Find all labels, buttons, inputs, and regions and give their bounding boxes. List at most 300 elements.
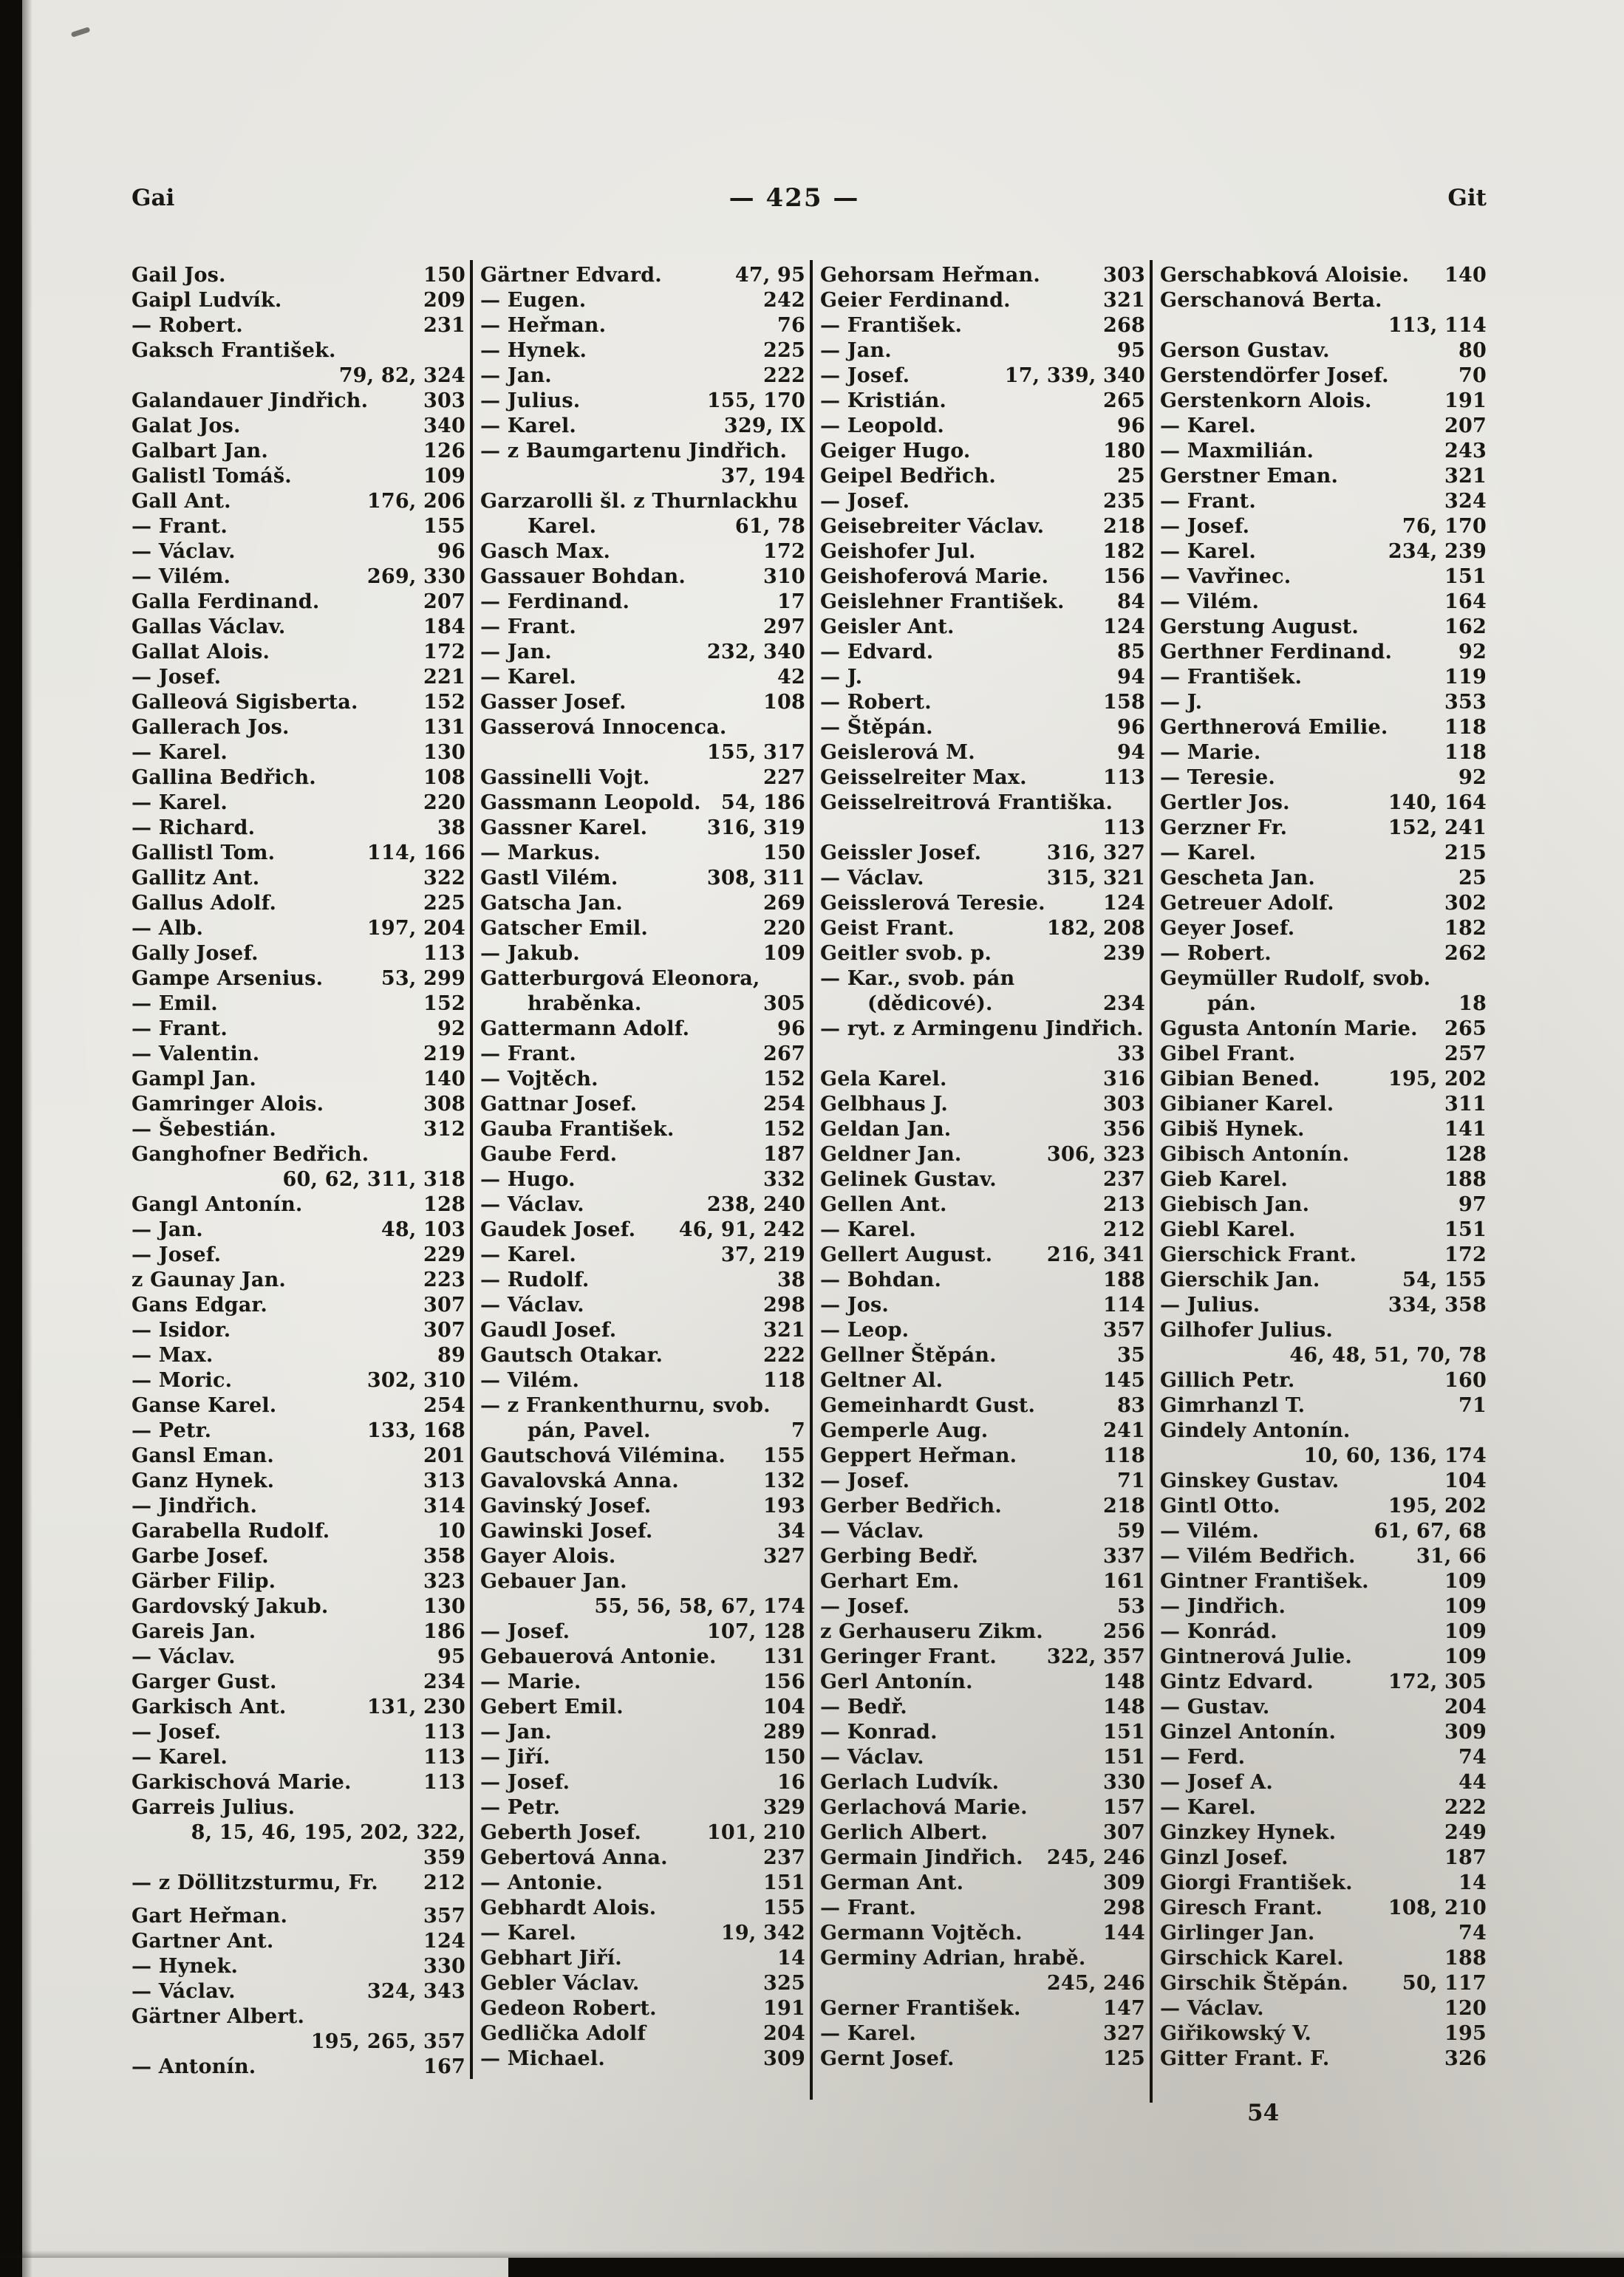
index-entry [480, 1268, 805, 1293]
index-entry [132, 1745, 465, 1770]
index-entry [480, 288, 805, 313]
entry-name: Gerstner Eman. [1160, 465, 1339, 488]
entry-name: Ginzel Antonín. [1160, 1721, 1337, 1744]
entry-pages: 113, 114 [1388, 314, 1487, 337]
index-entry [480, 1393, 805, 1444]
entry-pages: 158 [1103, 691, 1145, 714]
entry-name: Gavalovská Anna. [480, 1469, 679, 1492]
entry-name: Gaipl Ludvík. [132, 289, 282, 312]
entry-name: Gescheta Jan. [1160, 867, 1315, 890]
index-entry [1160, 1619, 1487, 1645]
index-entry [820, 1318, 1145, 1343]
index-entry [820, 590, 1145, 615]
entry-pages: 215 [1444, 842, 1487, 864]
index-entry [820, 1695, 1145, 1720]
entry-name: Gellen Ant. [820, 1193, 947, 1216]
entry-pages: 358 [423, 1545, 465, 1568]
entry-name: Gelbhaus J. [820, 1093, 949, 1116]
entry-pages: 48, 103 [381, 1218, 465, 1241]
entry-pages: 161 [1103, 1570, 1145, 1593]
index-entry [132, 1243, 465, 1268]
entry-name: Geitler svob. p. [820, 942, 992, 965]
entry-name: — Robert. [132, 314, 243, 337]
entry-pages: 113 [423, 1771, 465, 1794]
index-entry [132, 1092, 465, 1117]
entry-name: — Frant. [132, 1017, 228, 1040]
index-entry [820, 1594, 1145, 1619]
entry-name: Gatscha Jan. [480, 892, 623, 915]
index-entry [132, 1544, 465, 1569]
entry-pages: 148 [1103, 1696, 1145, 1718]
entry-pages: 321 [1103, 289, 1145, 312]
entry-pages: 204 [763, 2022, 805, 2045]
entry-name: — Leopold. [820, 414, 944, 437]
entry-pages: 330 [423, 1955, 465, 1978]
index-entry [1160, 1218, 1487, 1243]
entry-name: — Vilém. [1160, 590, 1260, 613]
index-entry [132, 1929, 465, 1954]
entry-pages: 187 [763, 1143, 805, 1166]
index-entry [1160, 1419, 1487, 1467]
entry-name: — Karel. [820, 1218, 917, 1241]
entry-name: Gitter Frant. F. [1160, 2047, 1330, 2070]
entry-pages: 195, 265, 357 [310, 2030, 465, 2053]
index-entry [480, 640, 805, 665]
index-entry [1160, 439, 1487, 464]
entry-pages: 140 [1444, 264, 1487, 287]
entry-pages: 307 [423, 1294, 465, 1317]
entry-name: — Karel. [1160, 842, 1257, 864]
entry-name: — Jan. [132, 1218, 203, 1241]
entry-pages: 59 [1117, 1520, 1145, 1543]
entry-name: Gaudek Josef. [480, 1218, 636, 1241]
index-entry [1160, 866, 1487, 891]
entry-pages: 140 [423, 1068, 465, 1090]
entry-name: Gallitz Ant. [132, 867, 260, 890]
entry-pages: 50, 117 [1402, 1972, 1487, 1995]
index-entry [480, 816, 805, 841]
index-entry [132, 1720, 465, 1745]
entry-pages: 95 [1117, 339, 1145, 362]
index-entry [480, 1092, 805, 1117]
entry-name: Gimrhanzl T. [1160, 1394, 1306, 1417]
entry-name: — Heřman. [480, 314, 607, 337]
entry-name: — Richard. [132, 816, 256, 839]
entry-pages: 193 [763, 1495, 805, 1518]
index-entry [820, 1896, 1145, 1921]
entry-pages: 329 [763, 1796, 805, 1819]
entry-pages: 10 [437, 1520, 465, 1543]
entry-pages: 326 [1444, 2047, 1487, 2070]
entry-name: — Jiří. [480, 1746, 550, 1769]
index-entry [820, 841, 1145, 866]
entry-pages: 249 [1444, 1821, 1487, 1844]
entry-pages: 306, 323 [1046, 1143, 1145, 1166]
entry-name: — Frant. [480, 1042, 576, 1065]
entry-name: Geisselreitrová Františka. [820, 791, 1113, 814]
index-entry [820, 715, 1145, 740]
entry-name: — Hugo. [480, 1168, 576, 1191]
index-entry [132, 313, 465, 338]
entry-name: Gauba František. [480, 1118, 675, 1141]
index-entry [820, 1142, 1145, 1167]
entry-name: Gerlach Ludvík. [820, 1771, 1000, 1794]
entry-name: Gallistl Tom. [132, 842, 276, 864]
entry-pages: 18 [1458, 992, 1487, 1015]
entry-name: — Karel. [480, 1243, 577, 1266]
entry-name: Getreuer Adolf. [1160, 892, 1334, 915]
index-entry [132, 1067, 465, 1092]
entry-pages: 155 [763, 1444, 805, 1467]
entry-pages: 309 [763, 2047, 805, 2070]
entry-pages: 289 [763, 1721, 805, 1744]
index-entry [1160, 765, 1487, 791]
entry-name: Geislerová M. [820, 741, 975, 764]
index-entry [132, 1645, 465, 1670]
entry-pages: 234 [423, 1670, 465, 1693]
entry-pages: 227 [763, 766, 805, 789]
index-entry [132, 590, 465, 615]
index-entry [132, 1770, 465, 1795]
index-entry [820, 1368, 1145, 1393]
entry-pages: 109 [1444, 1595, 1487, 1618]
entry-name: Gampl Jan. [132, 1068, 256, 1090]
entry-pages: 201 [423, 1444, 465, 1467]
entry-pages: 220 [423, 791, 465, 814]
entry-pages: 330 [1103, 1771, 1145, 1794]
index-entry [480, 690, 805, 715]
index-entry [480, 1067, 805, 1092]
entry-pages: 108, 210 [1388, 1897, 1487, 1919]
entry-name: Gibiš Hynek. [1160, 1118, 1305, 1141]
entry-pages: 150 [423, 264, 465, 287]
entry-name: — Václav. [132, 1980, 236, 2003]
entry-pages: 84 [1117, 590, 1145, 613]
entry-name: Ganghofner Bedřich. [132, 1143, 369, 1166]
index-entry [820, 1544, 1145, 1569]
entry-pages: 234 [1103, 992, 1145, 1015]
entry-pages: 225 [423, 892, 465, 915]
index-entry [132, 414, 465, 439]
index-entry [1160, 1318, 1487, 1367]
scan-edge-bottom-shadow [0, 2250, 1624, 2258]
entry-pages: 167 [423, 2055, 465, 2078]
entry-name: — Václav. [820, 1520, 924, 1543]
index-entry [132, 2004, 465, 2053]
index-entry [480, 389, 805, 414]
entry-pages: 242 [763, 289, 805, 312]
index-entry [480, 1167, 805, 1192]
entry-name: — Maxmilián. [1160, 440, 1314, 462]
entry-pages: 61, 67, 68 [1374, 1520, 1487, 1543]
entry-name: Galla Ferdinand. [132, 590, 320, 613]
index-entry [1160, 590, 1487, 615]
index-entry [820, 1444, 1145, 1469]
entry-pages: 254 [763, 1093, 805, 1116]
entry-name: — Marie. [1160, 741, 1261, 764]
entry-pages: 212 [1103, 1218, 1145, 1241]
entry-name: Gallerach Jos. [132, 716, 290, 739]
entry-pages: 245, 246 [1046, 1846, 1145, 1869]
index-entry [132, 1594, 465, 1619]
index-entry [132, 439, 465, 464]
scan-smudge [71, 27, 91, 38]
entry-name: z Gaunay Jan. [132, 1269, 287, 1291]
entry-name: Gerstendörfer Josef. [1160, 364, 1389, 387]
entry-name: — Vilém. [132, 565, 231, 588]
entry-name: Geiger Hugo. [820, 440, 971, 462]
entry-pages: 305 [763, 992, 805, 1015]
entry-name: — z Frankenthurnu, svob. pán, Pavel. [480, 1394, 771, 1442]
index-entry [820, 1343, 1145, 1368]
entry-pages: 191 [1444, 389, 1487, 412]
entry-name: — Konrad. [820, 1721, 938, 1744]
index-entry [480, 1695, 805, 1720]
entry-pages: 231 [423, 314, 465, 337]
entry-name: — Petr. [480, 1796, 561, 1819]
entry-pages: 340 [423, 414, 465, 437]
entry-pages: 223 [423, 1269, 465, 1291]
entry-name: — Vilém. [1160, 1520, 1260, 1543]
entry-name: Geltner Al. [820, 1369, 944, 1392]
entry-name: — Šebestián. [132, 1118, 276, 1141]
entry-name: — Gustav. [1160, 1696, 1270, 1718]
index-entry [820, 1092, 1145, 1117]
index-entry [480, 1494, 805, 1519]
entry-pages: 265 [1103, 389, 1145, 412]
entry-name: Geldner Jan. [820, 1143, 962, 1166]
index-entry [820, 1192, 1145, 1218]
column-rule-2 [810, 260, 813, 2100]
entry-pages: 109 [1444, 1570, 1487, 1593]
entry-name: — Robert. [820, 691, 932, 714]
scan-edge-left [0, 0, 22, 2277]
entry-pages: 302 [1444, 892, 1487, 915]
index-entry [480, 765, 805, 791]
index-entry [820, 363, 1145, 389]
entry-name: Gasserová Innocenca. [480, 716, 727, 739]
entry-name: Gawinski Josef. [480, 1520, 653, 1543]
index-entry [1160, 1871, 1487, 1896]
entry-pages: 10, 60, 136, 174 [1303, 1444, 1487, 1467]
index-entry [480, 1544, 805, 1569]
entry-pages: 254 [423, 1394, 465, 1417]
entry-pages: 222 [1444, 1796, 1487, 1819]
entry-name: Giebisch Jan. [1160, 1193, 1310, 1216]
entry-pages: 324 [1444, 490, 1487, 513]
entry-pages: 131 [423, 716, 465, 739]
entry-name: Gail Jos. [132, 264, 226, 287]
entry-name: — Ferd. [1160, 1746, 1246, 1769]
entry-pages: 187 [1444, 1846, 1487, 1869]
entry-pages: 113 [1103, 816, 1145, 839]
entry-pages: 128 [423, 1193, 465, 1216]
index-entry [820, 765, 1145, 791]
entry-name: Gayer Alois. [480, 1545, 616, 1568]
entry-name: — Karel. [132, 791, 228, 814]
entry-name: Giebl Karel. [1160, 1218, 1296, 1241]
entry-pages: 204 [1444, 1696, 1487, 1718]
entry-pages: 232, 340 [706, 641, 805, 663]
index-entry [1160, 1971, 1487, 1996]
entry-name: — Frant. [820, 1897, 916, 1919]
entry-pages: 357 [423, 1905, 465, 1928]
entry-name: Gampe Arsenius. [132, 967, 324, 990]
entry-pages: 113 [1103, 766, 1145, 789]
index-entry [480, 313, 805, 338]
entry-pages: 74 [1458, 1922, 1487, 1945]
index-entry [132, 1695, 465, 1720]
index-entry [480, 615, 805, 640]
index-entry [820, 1067, 1145, 1092]
index-entry [132, 1569, 465, 1594]
entry-pages: 156 [763, 1670, 805, 1693]
index-entry [1160, 1293, 1487, 1318]
entry-pages: 120 [1444, 1997, 1487, 2020]
entry-name: Gautschová Vilémina. [480, 1444, 726, 1467]
entry-name: Garkischová Marie. [132, 1771, 352, 1794]
entry-name: — ryt. z Armingenu Jindřich. [820, 1017, 1144, 1040]
entry-pages: 46, 91, 242 [678, 1218, 805, 1241]
entry-name: — Michael. [480, 2047, 605, 2070]
entry-name: Giresch Frant. [1160, 1897, 1323, 1919]
entry-name: Gartner Ant. [132, 1930, 274, 1953]
entry-name: Ginskey Gustav. [1160, 1469, 1340, 1492]
entry-pages: 157 [1103, 1796, 1145, 1819]
index-entry [1160, 1192, 1487, 1218]
entry-pages: 213 [1103, 1193, 1145, 1216]
entry-name: Gasch Max. [480, 540, 611, 563]
index-entry [132, 1494, 465, 1519]
column-rule-3 [1150, 260, 1153, 2103]
index-entry [480, 1921, 805, 1946]
entry-pages: 54, 155 [1402, 1269, 1487, 1291]
index-entry [480, 1871, 805, 1896]
entry-name: Gintz Edvard. [1160, 1670, 1314, 1693]
entry-pages: 303 [1103, 1093, 1145, 1116]
entry-pages: 353 [1444, 691, 1487, 714]
index-entry [820, 1117, 1145, 1142]
index-entry [1160, 414, 1487, 439]
index-entry [132, 841, 465, 866]
entry-name: — Bedř. [820, 1696, 907, 1718]
entry-name: — Emil. [132, 992, 218, 1015]
entry-pages: 96 [1117, 414, 1145, 437]
entry-pages: 309 [1103, 1871, 1145, 1894]
index-entry [480, 665, 805, 690]
entry-name: Gibianer Karel. [1160, 1093, 1334, 1116]
index-entry [132, 765, 465, 791]
index-entry [820, 1393, 1145, 1419]
entry-pages: 70 [1458, 364, 1487, 387]
index-entry [480, 916, 805, 941]
index-entry [480, 489, 805, 539]
index-entry [132, 966, 465, 991]
index-entry [132, 916, 465, 941]
entry-pages: 14 [777, 1947, 805, 1970]
entry-name: — Marie. [480, 1670, 581, 1693]
index-entry [820, 1293, 1145, 1318]
index-entry [1160, 1519, 1487, 1544]
entry-pages: 172, 305 [1388, 1670, 1487, 1693]
entry-name: — Karel. [480, 414, 577, 437]
entry-pages: 124 [423, 1930, 465, 1953]
index-entry [1160, 1770, 1487, 1795]
entry-pages: 156 [1103, 565, 1145, 588]
entry-name: Gart Heřman. [132, 1905, 288, 1928]
index-entry [1160, 539, 1487, 564]
index-entry [132, 1192, 465, 1218]
entry-name: Gasser Josef. [480, 691, 627, 714]
entry-pages: 92 [1458, 766, 1487, 789]
entry-name: Gieb Karel. [1160, 1168, 1288, 1191]
index-entry [132, 564, 465, 590]
entry-pages: 302, 310 [366, 1369, 465, 1392]
index-column-3 [820, 263, 1145, 2072]
entry-name: — z Baumgartenu Jindřich. [480, 440, 788, 462]
entry-name: Gallat Alois. [132, 641, 270, 663]
entry-pages: 61, 78 [734, 515, 805, 538]
index-entry [1160, 1745, 1487, 1770]
entry-pages: 60, 62, 311, 318 [282, 1168, 465, 1191]
index-entry [1160, 891, 1487, 916]
entry-pages: 151 [1444, 1218, 1487, 1241]
index-entry [1160, 1594, 1487, 1619]
entry-name: — Vilém. [480, 1369, 580, 1392]
index-entry [132, 640, 465, 665]
index-entry [1160, 665, 1487, 690]
entry-pages: 310 [763, 565, 805, 588]
entry-name: Girlinger Jan. [1160, 1922, 1315, 1945]
entry-pages: 155, 170 [706, 389, 805, 412]
entry-pages: 85 [1117, 641, 1145, 663]
index-entry [820, 1946, 1145, 1995]
index-entry [480, 1770, 805, 1795]
entry-name: — František. [820, 314, 963, 337]
entry-pages: 238, 240 [706, 1193, 805, 1216]
entry-name: — Bohdan. [820, 1269, 942, 1291]
index-entry [820, 1167, 1145, 1192]
entry-pages: 34 [777, 1520, 805, 1543]
entry-name: — Josef. [132, 1243, 222, 1266]
entry-name: Gautsch Otakar. [480, 1344, 663, 1367]
entry-pages: 80 [1458, 339, 1487, 362]
index-entry [480, 715, 805, 764]
entry-name: — Karel. [132, 1746, 228, 1769]
entry-pages: 152 [763, 1068, 805, 1090]
entry-pages: 314 [423, 1495, 465, 1518]
entry-pages: 94 [1117, 666, 1145, 689]
entry-name: Gärtner Edvard. [480, 264, 662, 287]
index-entry [1160, 489, 1487, 514]
entry-name: Gärtner Albert. [132, 2005, 305, 2028]
entry-name: Gindely Antonín. [1160, 1419, 1351, 1442]
entry-name: Gebauer Jan. [480, 1570, 627, 1593]
index-entry [132, 1670, 465, 1695]
entry-name: — Alb. [132, 917, 204, 940]
entry-pages: 219 [423, 1042, 465, 1065]
entry-pages: 46, 48, 51, 70, 78 [1289, 1344, 1487, 1367]
entry-pages: 152, 241 [1388, 816, 1487, 839]
entry-name: Gintnerová Julie. [1160, 1645, 1352, 1668]
entry-name: — Karel. [132, 741, 228, 764]
entry-name: — Kristián. [820, 389, 947, 412]
entry-name: Girschik Štěpán. [1160, 1972, 1348, 1995]
entry-pages: 107, 128 [706, 1620, 805, 1643]
entry-name: — Rudolf. [480, 1269, 590, 1291]
entry-name: — Josef. [820, 364, 910, 387]
entry-name: — Edvard. [820, 641, 934, 663]
